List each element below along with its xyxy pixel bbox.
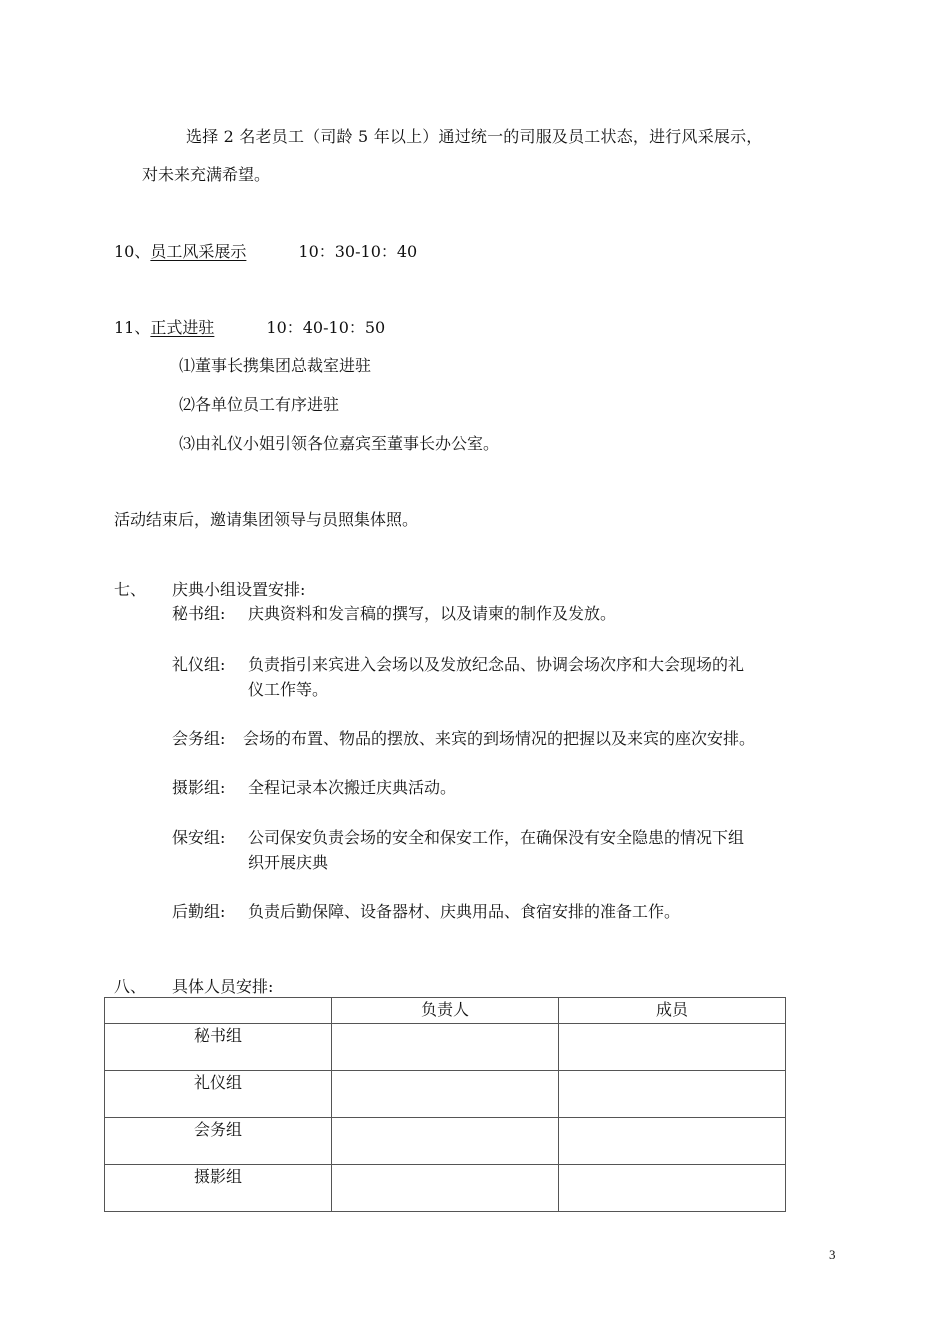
subitem-2: ⑵各单位员工有序进驻: [179, 395, 340, 414]
item-title: 正式进驻 10：40-10：50: [150, 318, 386, 337]
header-group: [105, 998, 332, 1024]
group-etiquette-label: 礼仪组:: [172, 655, 226, 674]
section-7-number: 七、: [114, 580, 147, 599]
group-etiquette-desc-2: 仪工作等。: [248, 680, 329, 699]
agenda-item-10: [114, 242, 417, 262]
header-leader: 负责人: [332, 998, 559, 1024]
item-title: 员工风采展示 10：30-10：40: [150, 242, 418, 261]
cell-group: 秘书组: [105, 1024, 332, 1071]
cell-group: 礼仪组: [105, 1071, 332, 1118]
group-secretary-label: 秘书组:: [172, 604, 226, 623]
cell-leader[interactable]: [332, 1071, 559, 1118]
cell-group: 摄影组: [105, 1165, 332, 1212]
group-photo-desc: 全程记录本次搬迁庆典活动。: [248, 778, 457, 797]
group-secretary-desc: 庆典资料和发言稿的撰写，以及请柬的制作及发放。: [248, 604, 617, 623]
table-row: [105, 1024, 786, 1071]
page-number: 3: [829, 1247, 836, 1262]
section-7-title: 庆典小组设置安排:: [172, 580, 306, 599]
header-members: 成员: [559, 998, 786, 1024]
group-photo-label: 摄影组:: [172, 778, 226, 797]
item-number: 11、: [114, 318, 151, 337]
agenda-item-11: [114, 318, 385, 338]
cell-leader[interactable]: [332, 1165, 559, 1212]
group-logistics-label: 后勤组:: [172, 902, 226, 921]
group-affairs-label: 会务组:: [172, 729, 226, 748]
cell-group: 会务组: [105, 1118, 332, 1165]
table-row: [105, 1118, 786, 1165]
subitem-3: ⑶由礼仪小姐引领各位嘉宾至董事长办公室。: [179, 434, 500, 453]
item-number: 10、: [114, 242, 151, 261]
subitem-1: ⑴董事长携集团总裁室进驻: [179, 356, 372, 375]
cell-members[interactable]: [559, 1165, 786, 1212]
closing-note: 活动结束后，邀请集团领导与员照集体照。: [114, 510, 419, 529]
group-etiquette-desc-1: 负责指引来宾进入会场以及发放纪念品、协调会场次序和大会现场的礼: [248, 655, 745, 674]
cell-members[interactable]: [559, 1024, 786, 1071]
table-row: [105, 1071, 786, 1118]
intro-line-1: 选择 2 名老员工（司龄 5 年以上）通过统一的司服及员工状态，进行风采展示，: [186, 127, 763, 146]
group-affairs-desc: 会场的布置、物品的摆放、来宾的到场情况的把握以及来宾的座次安排。: [243, 729, 756, 748]
group-security-desc-1: 公司保安负责会场的安全和保安工作，在确保没有安全隐患的情况下组: [248, 828, 745, 847]
section-8-number: 八、: [114, 977, 147, 996]
intro-line-2: 对未来充满希望。: [142, 165, 271, 184]
group-security-desc-2: 织开展庆典: [248, 853, 329, 872]
cell-members[interactable]: [559, 1071, 786, 1118]
table-header-row: [105, 998, 786, 1024]
table-row: [105, 1165, 786, 1212]
section-8-title: 具体人员安排:: [172, 977, 274, 996]
cell-members[interactable]: [559, 1118, 786, 1165]
group-security-label: 保安组:: [172, 828, 226, 847]
group-logistics-desc: 负责后勤保障、设备器材、庆典用品、食宿安排的准备工作。: [248, 902, 681, 921]
cell-leader[interactable]: [332, 1118, 559, 1165]
staff-assignment-table: [104, 997, 786, 1212]
cell-leader[interactable]: [332, 1024, 559, 1071]
